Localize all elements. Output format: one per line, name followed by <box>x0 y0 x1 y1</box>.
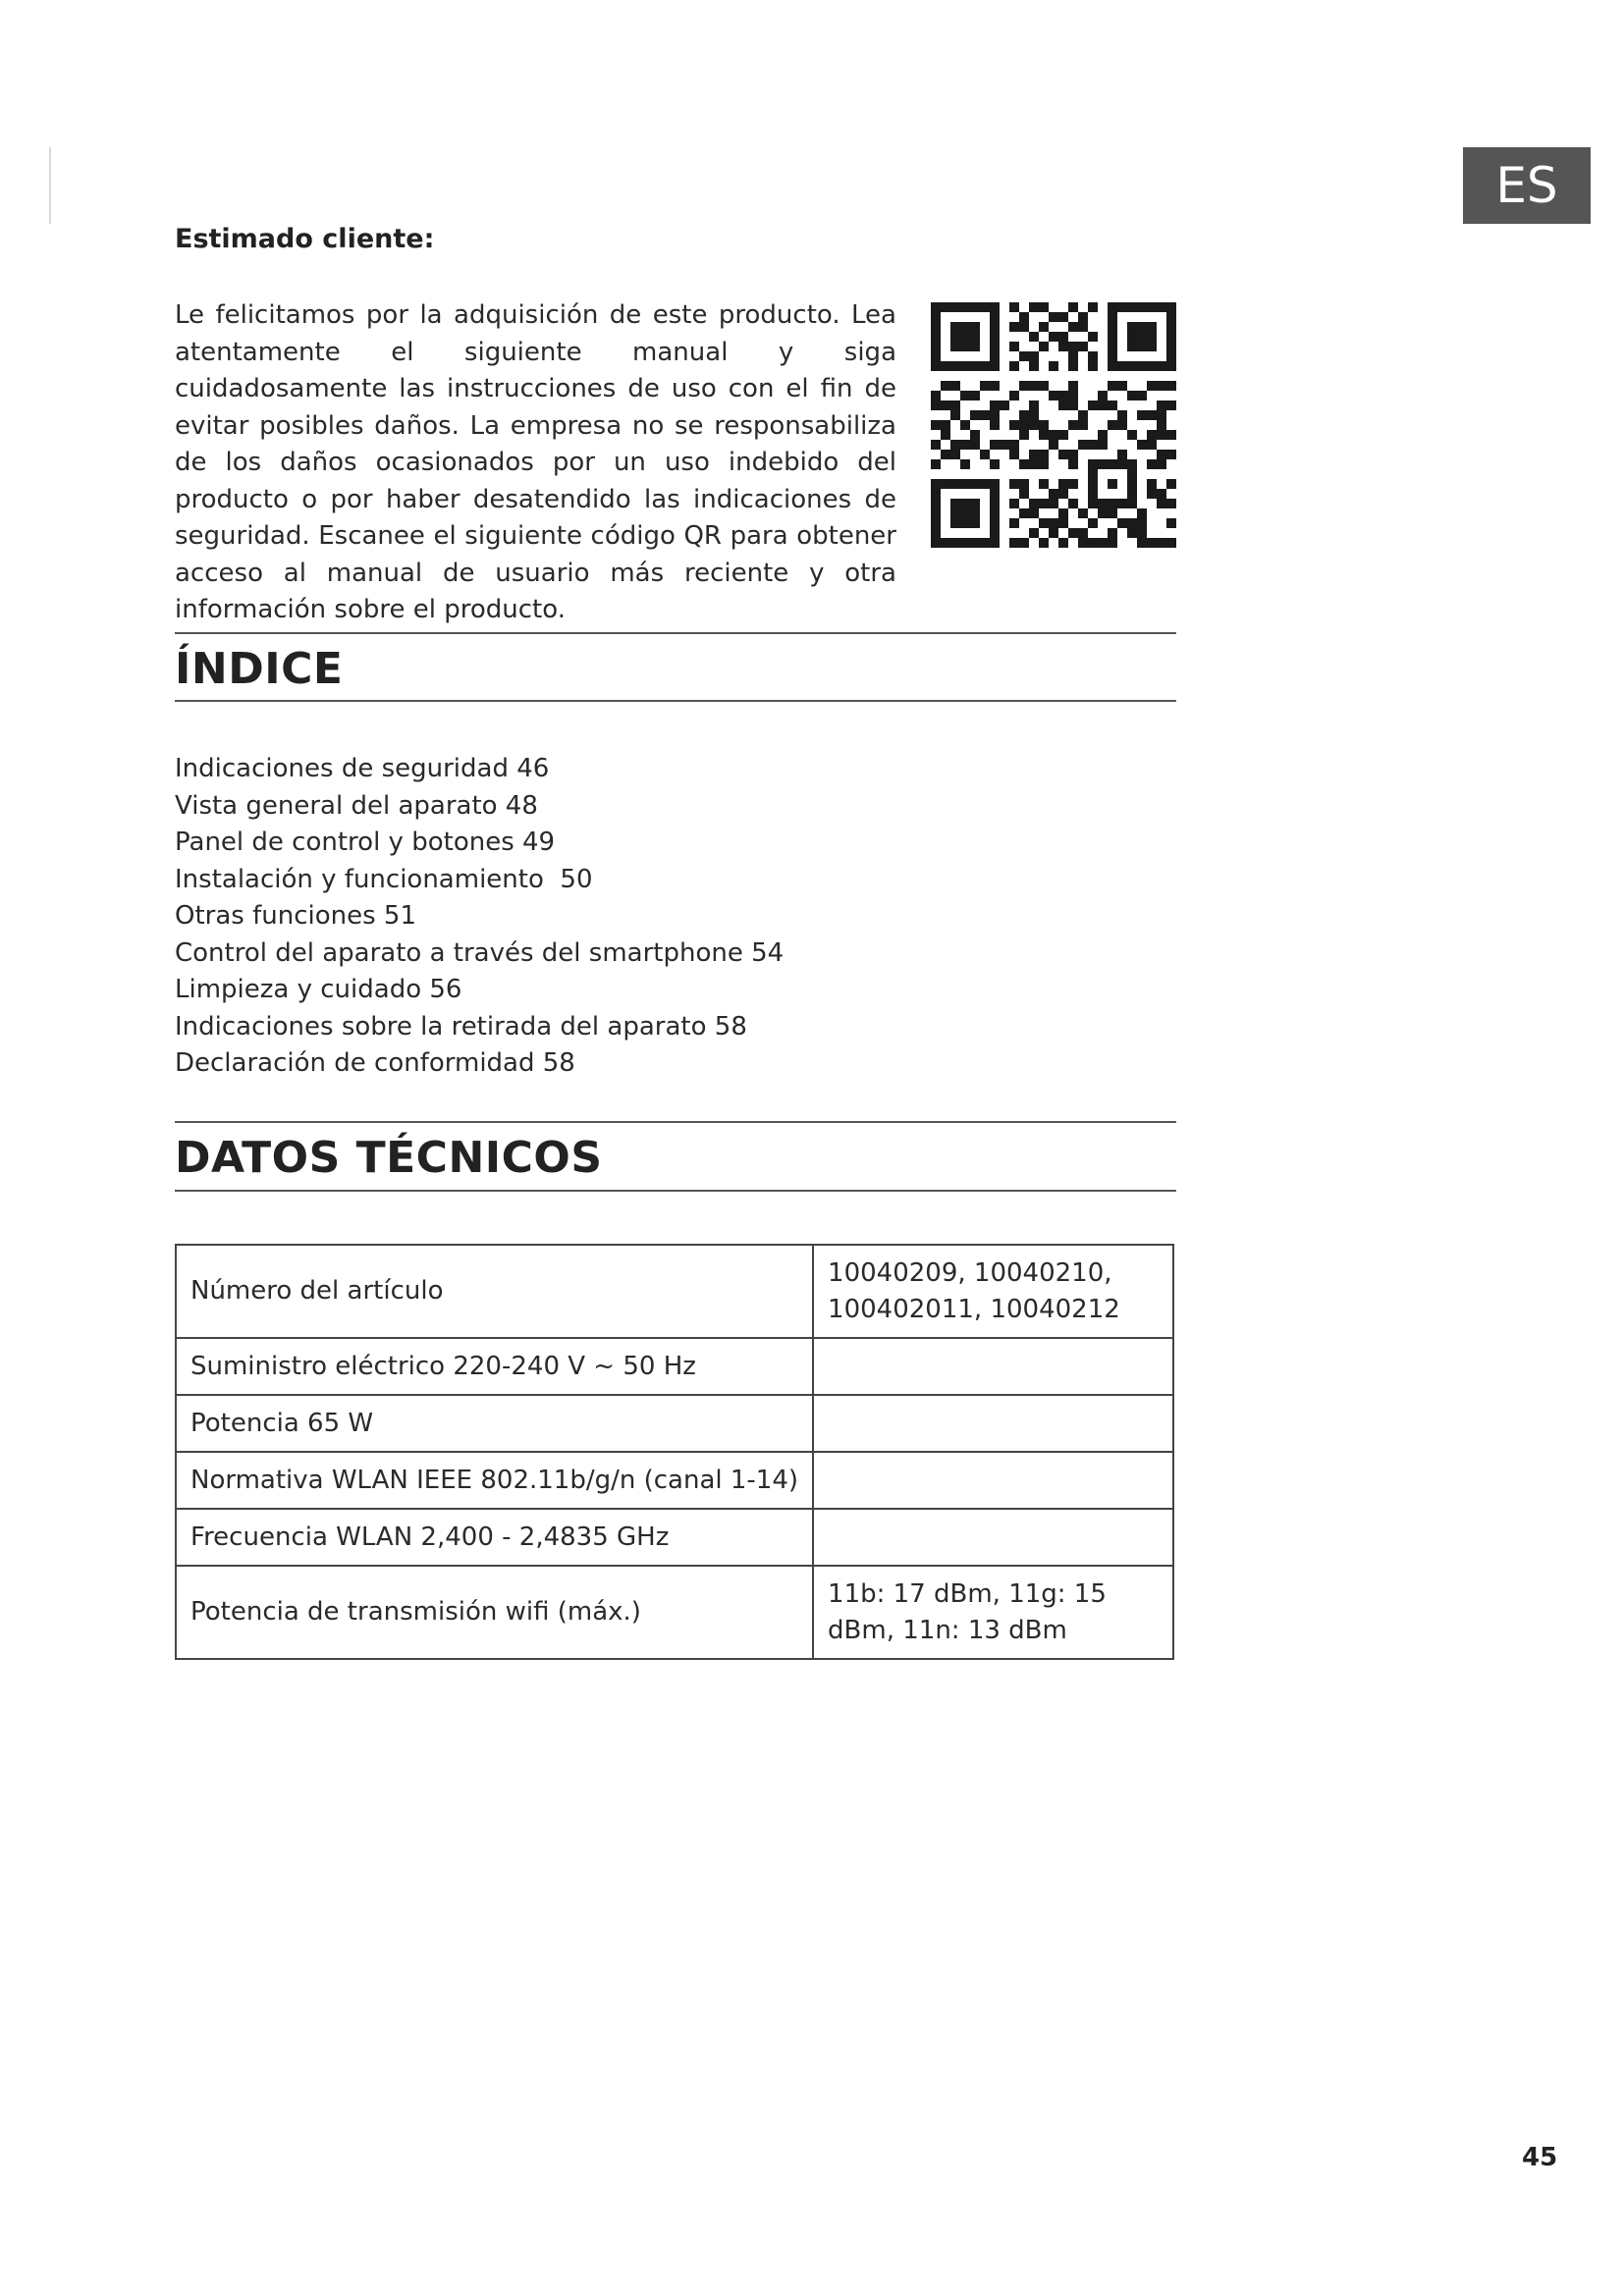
table-row <box>176 1395 1173 1452</box>
table-of-contents <box>175 751 784 1083</box>
specs-bottom-rule <box>175 1190 1176 1192</box>
specs-title: DATOS TÉCNICOS <box>175 1133 603 1183</box>
specs-table <box>175 1244 1174 1660</box>
spec-value: 10040209, 10040210, 100402011, 10040212 <box>813 1245 1173 1338</box>
spec-label: Frecuencia WLAN 2,400 - 2,4835 GHz <box>176 1509 813 1566</box>
toc-entry: Panel de control y botones 49 <box>175 828 556 857</box>
toc-entry: Control del aparato a través del smartphone 54 <box>175 937 785 968</box>
specs-top-rule <box>175 1121 1176 1123</box>
greeting-heading: Estimado cliente: <box>175 224 435 254</box>
spec-value <box>813 1395 1173 1452</box>
intro-paragraph: Le felicitamos por la adquisición de este producto. Lea atentamente el siguiente manual y siga cuidadosamente las instrucciones de uso con el fin de evitar posibles daños. La empresa no se responsabiliza de los daños ocasionados por un uso indebido del producto o por haber desatendido las indicaciones de seguridad. Escanee el siguiente código QR para obtener acceso al manual de usuario más reciente y otra información sobre el producto. <box>175 300 896 624</box>
spec-value <box>813 1452 1173 1509</box>
language-tab: ES <box>1463 147 1591 224</box>
spec-label: Potencia 65 W <box>176 1395 813 1452</box>
index-bottom-rule <box>175 700 1176 702</box>
toc-entry: Otras funciones 51 <box>175 901 416 931</box>
table-row <box>176 1509 1173 1566</box>
toc-entry: Vista general del aparato 48 <box>175 790 538 821</box>
toc-entry: Instalación y funcionamiento 50 <box>175 864 593 894</box>
toc-entry: Indicaciones de seguridad 46 <box>175 754 550 783</box>
spec-value <box>813 1338 1173 1395</box>
spec-value: 11b: 17 dBm, 11g: 15 dBm, 11n: 13 dBm <box>813 1566 1173 1659</box>
spec-label: Número del artículo <box>176 1245 813 1338</box>
spec-label: Potencia de transmisión wifi (máx.) <box>176 1566 813 1659</box>
table-row <box>176 1338 1173 1395</box>
index-top-rule <box>175 632 1176 634</box>
margin-line <box>49 147 51 224</box>
toc-entry: Limpieza y cuidado 56 <box>175 975 462 1004</box>
spec-value <box>813 1509 1173 1566</box>
qr-code-icon <box>931 302 1176 548</box>
table-row <box>176 1245 1173 1338</box>
table-row <box>176 1452 1173 1509</box>
table-row <box>176 1566 1173 1659</box>
toc-entry: Indicaciones sobre la retirada del aparato 58 <box>175 1011 747 1041</box>
page-number: 45 <box>1522 2143 1558 2172</box>
index-title: ÍNDICE <box>175 644 344 694</box>
toc-entry: Declaración de conformidad 58 <box>175 1048 575 1078</box>
spec-label: Normativa WLAN IEEE 802.11b/g/n (canal 1-14) <box>176 1452 813 1509</box>
spec-label: Suministro eléctrico 220-240 V ~ 50 Hz <box>176 1338 813 1395</box>
